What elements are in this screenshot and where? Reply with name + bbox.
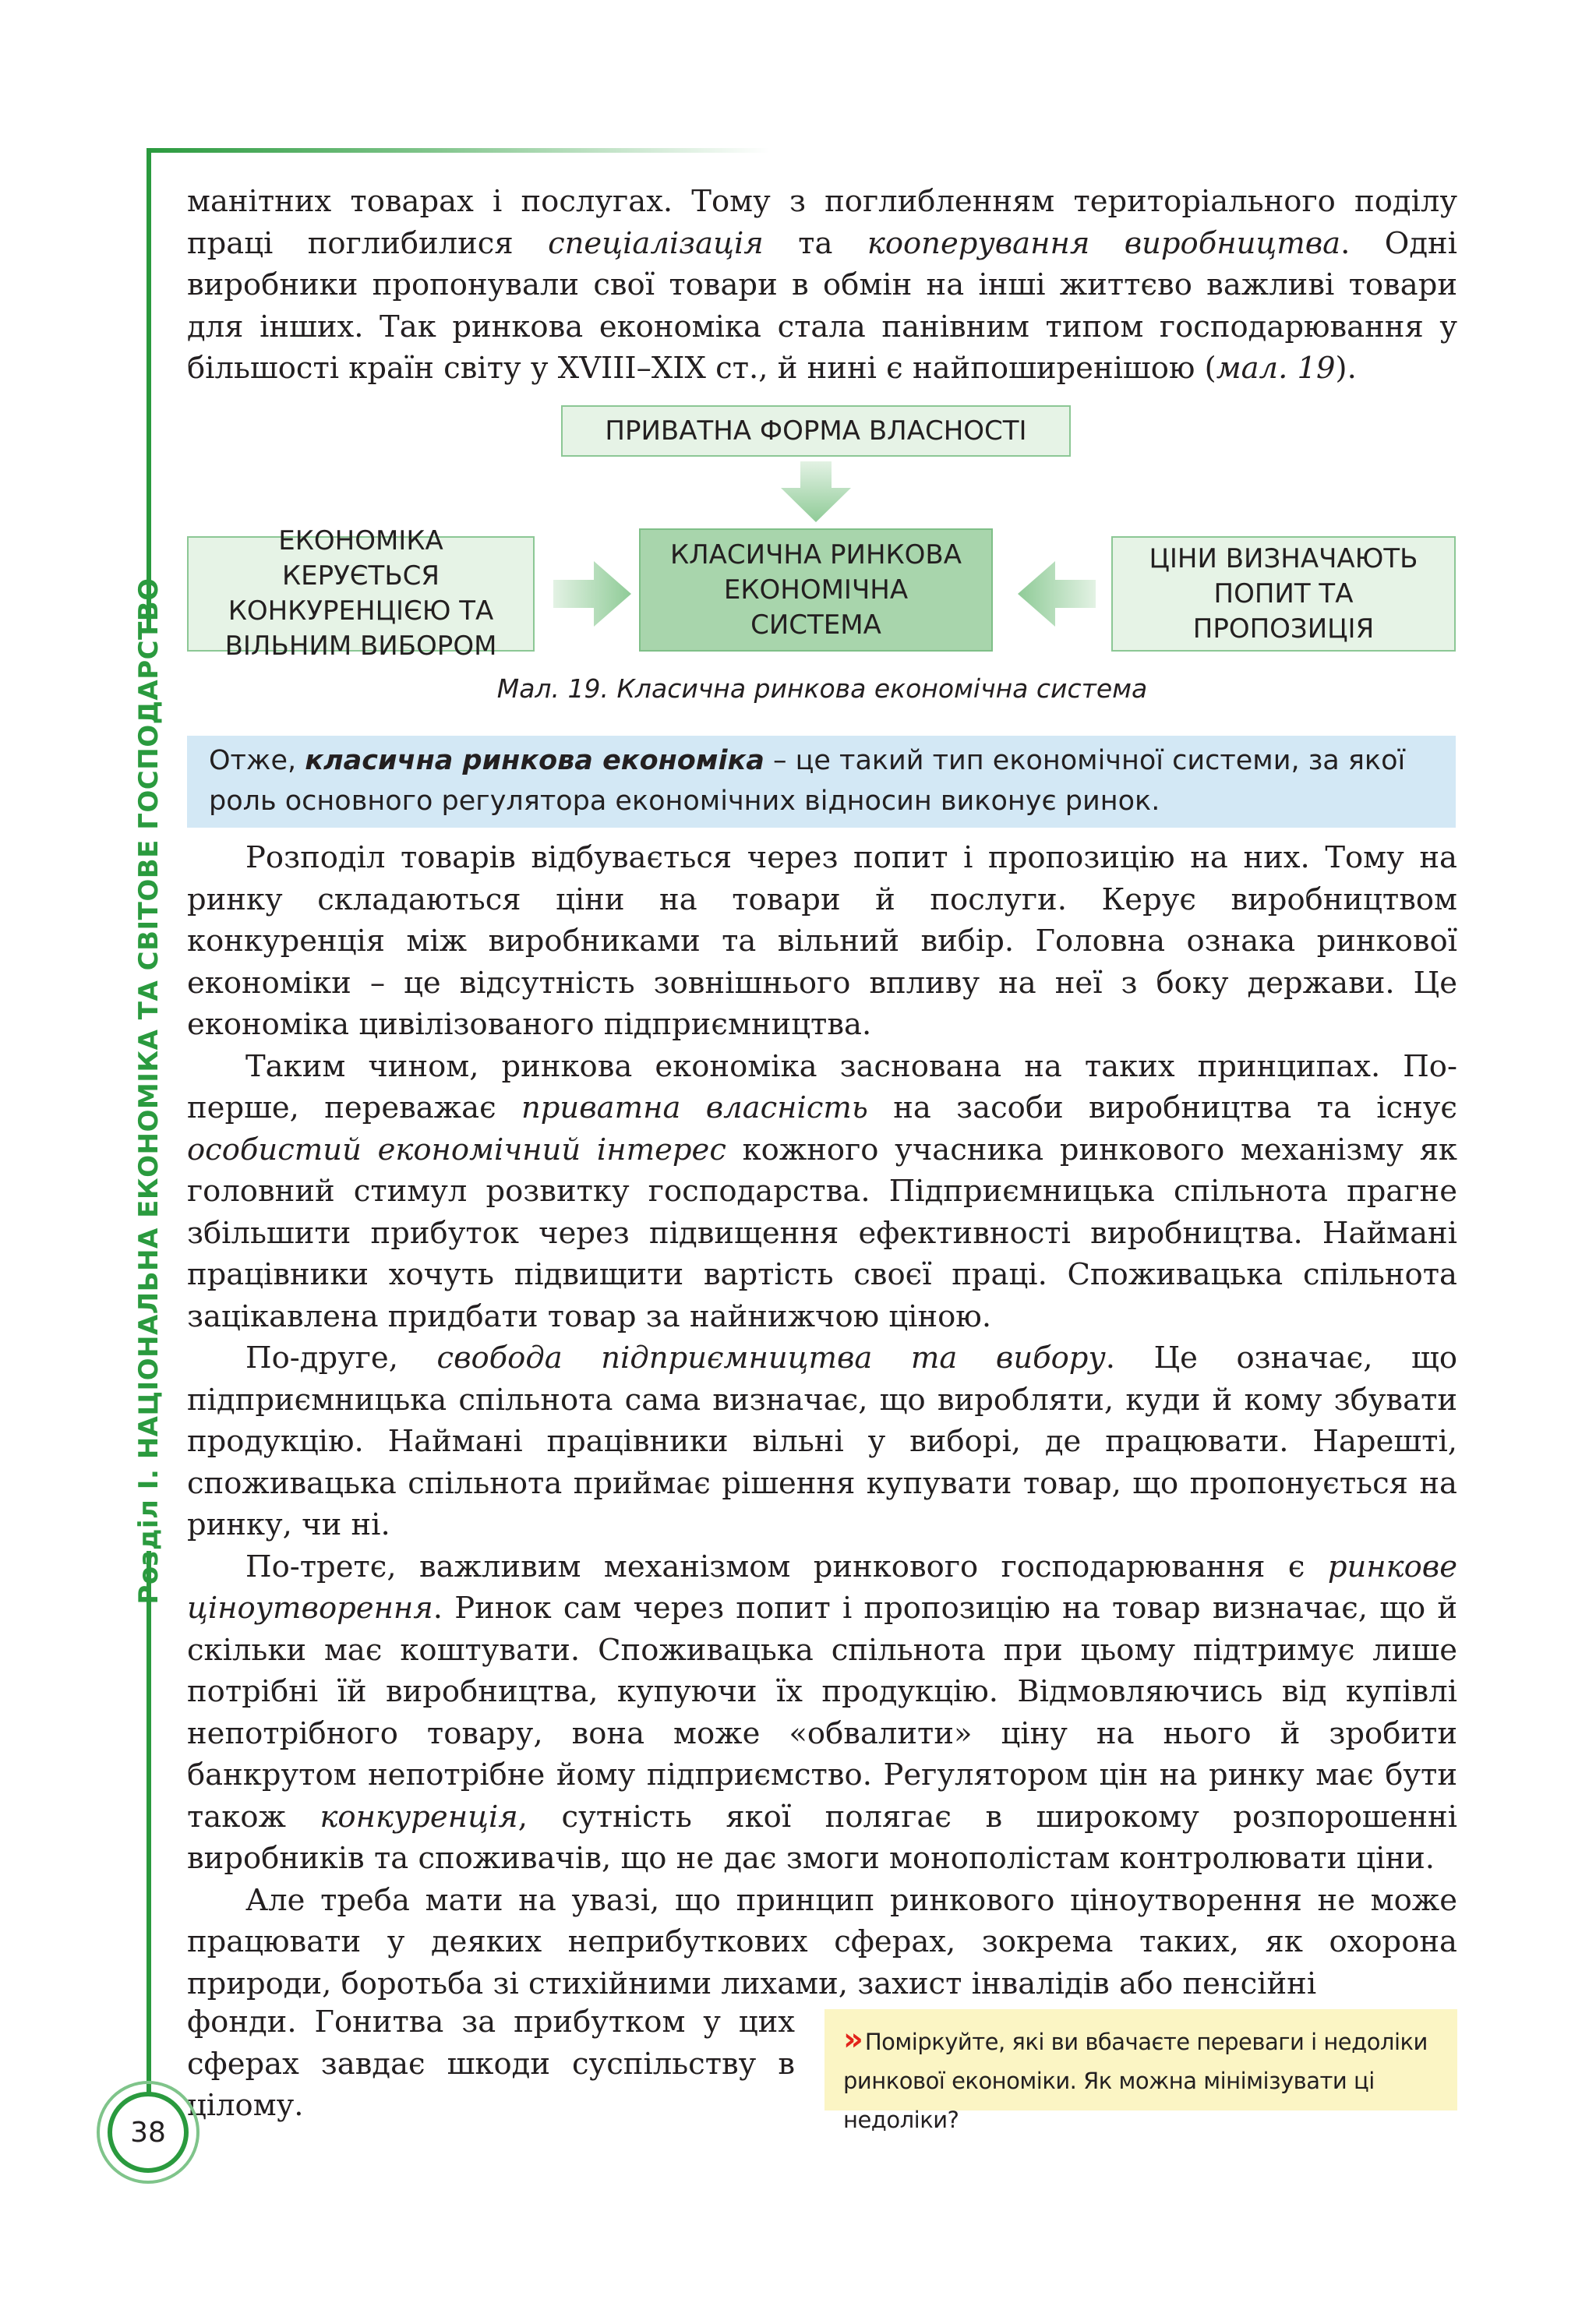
side-rule-bottom: [147, 1551, 151, 2112]
diagram-box-prices: ЦІНИ ВИЗНАЧАЮТЬ ПОПИТ ТА ПРОПОЗИЦІЯ: [1111, 536, 1456, 652]
intro-figure-ref: мал. 19: [1216, 351, 1336, 386]
intro-term-2: кооперування виробництва: [867, 225, 1341, 261]
paragraph-2-text-3: кожного учасника ринкового механізму як головний стимул розвитку господарства. Підприємницька спільнота прагне збільшити прибуток через підвищення ефективності виробництва. Наймані працівники хочуть підвищити вартість своєї праці. Споживацька спільнота зацікавлена придбати товар за найнижчою ціною.: [187, 1132, 1457, 1334]
paragraph-3: [187, 1337, 1457, 1546]
definition-lead: Отже,: [209, 745, 305, 776]
paragraph-3-text-2: . Це означає, що підприємницька спільнота сама визначає, що виробляти, куди й кому збувати продукцію. Наймані працівники вільні у виборі, де працювати. Нарешті, споживацька спільнота приймає рішення купувати товар, що пропонується на ринку, чи ні.: [187, 1340, 1457, 1542]
intro-text-3: . Одні виробники пропонували свої товари в обмін на інші життєво важливі товари для інших. Так ринкова економіка стала панівним типом господарювання у більшості країн світу у XVIII–XIX ст., й нині є найпоширенішою (: [187, 225, 1457, 386]
think-question-text: Поміркуйте, які ви вбачаєте переваги і недоліки ринкової економіки. Як можна мінімізувати ці недоліки?: [843, 2029, 1428, 2133]
figure-19-diagram: [187, 405, 1457, 662]
paragraph-5: Але треба мати на увазі, що принцип ринкового ціноутворення не може працювати у деяких неприбуткових сферах, зокрема таких, як охорона природи, боротьба зі стихійними лихами, захист інвалідів або пенсійні: [187, 1882, 1457, 2001]
diagram-box-private-property: ПРИВАТНА ФОРМА ВЛАСНОСТІ: [561, 405, 1071, 457]
paragraph-4-text-3: , сутність якої полягає в широкому розпорошенні виробників та споживачів, що не дає змоги монополістам контролювати ціни.: [187, 1799, 1457, 1876]
paragraph-2-text-2: на засоби виробництва та існує: [867, 1090, 1457, 1125]
arrow-right-icon: [553, 561, 631, 627]
paragraph-1: Розподіл товарів відбувається через попит і пропозицію на них. Тому на ринку складаються ціни на товари й послуги. Керує виробництвом конкуренція між виробниками та вільний вибір. Головна ознака ринкової економіки – це відсутність зовнішнього впливу на неї з боку держави. Це економіка цивілізованого підприємництва.: [187, 840, 1457, 1042]
paragraph-3-term-1: свобода підприємництва та вибору: [436, 1340, 1106, 1376]
paragraph-2-term-1: приватна власність: [521, 1090, 868, 1125]
intro-paragraph: [187, 181, 1457, 390]
intro-text-4: ).: [1335, 351, 1357, 386]
definition-text: – це такий тип економічної системи, за якої роль основного регулятора економічних відносин виконує ринок.: [209, 745, 1406, 817]
paragraph-3-text-1: По-друге,: [245, 1340, 437, 1376]
paragraph-4-text-1: По-третє, важливим механізмом ринкового господарювання є: [245, 1549, 1328, 1584]
intro-term-1: спеціалізація: [548, 225, 764, 261]
body-text: [187, 837, 1457, 2004]
think-question-box: [824, 2009, 1457, 2133]
paragraph-2-text-1: Таким чином, ринкова економіка заснована на таких принципах. По-перше, переважає: [187, 1048, 1457, 1125]
paragraph-2: [187, 1046, 1457, 1338]
arrow-down-icon: [781, 461, 851, 524]
paragraph-4: [187, 1546, 1457, 1880]
definition-term: класична ринкова економіка: [305, 745, 764, 776]
intro-text-2: та: [763, 225, 867, 261]
section-title-vertical: Розділ I. НАЦІОНАЛЬНА ЕКОНОМІКА ТА СВІТОВЕ ГОСПОДАРСТВО: [133, 578, 164, 1605]
paragraph-5-tail-block: [187, 2001, 795, 2127]
paragraph-4-text-2: . Ринок сам через попит і пропозицію на товар визначає, що й скільки має коштувати. Споживацька спільнота при цьому підтримує лише потрібні їй виробництва, купуючи їх продукцію. Відмовляючись від купівлі непотрібного товару, вона може «обвалити» ціну на нього й зробити банкрутом непотрібне йому підприємство. Регулятором цін на ринку має бути також: [187, 1591, 1457, 1835]
diagram-box-competition: ЕКОНОМІКА КЕРУЄТЬСЯ КОНКУРЕНЦІЄЮ ТА ВІЛЬНИМ ВИБОРОМ: [187, 536, 535, 652]
paragraph-4-term-2: конкуренція: [320, 1799, 518, 1835]
paragraph-2-term-2: особистий економічний інтерес: [187, 1132, 726, 1167]
figure-caption: Мал. 19. Класична ринкова економічна система: [496, 673, 1148, 704]
diagram-box-market-system: КЛАСИЧНА РИНКОВА ЕКОНОМІЧНА СИСТЕМА: [639, 528, 993, 652]
arrow-left-icon: [1018, 561, 1096, 627]
side-rule-top: [147, 148, 151, 631]
definition-box: [187, 736, 1456, 828]
page-number: 38: [108, 2092, 189, 2173]
double-chevron-icon: »: [843, 2022, 854, 2057]
paragraph-4-term-1: ринкове ціноутворення: [187, 1549, 1457, 1626]
paragraph-5-tail: фонди. Гонитва за прибутком у цих сферах завдає шкоди суспільству в цілому.: [187, 2004, 795, 2123]
top-decorative-rule: [147, 148, 770, 153]
intro-text-1: манітних товарах і послугах. Тому з поглибленням територіального поділу праці поглибилися: [187, 184, 1457, 261]
